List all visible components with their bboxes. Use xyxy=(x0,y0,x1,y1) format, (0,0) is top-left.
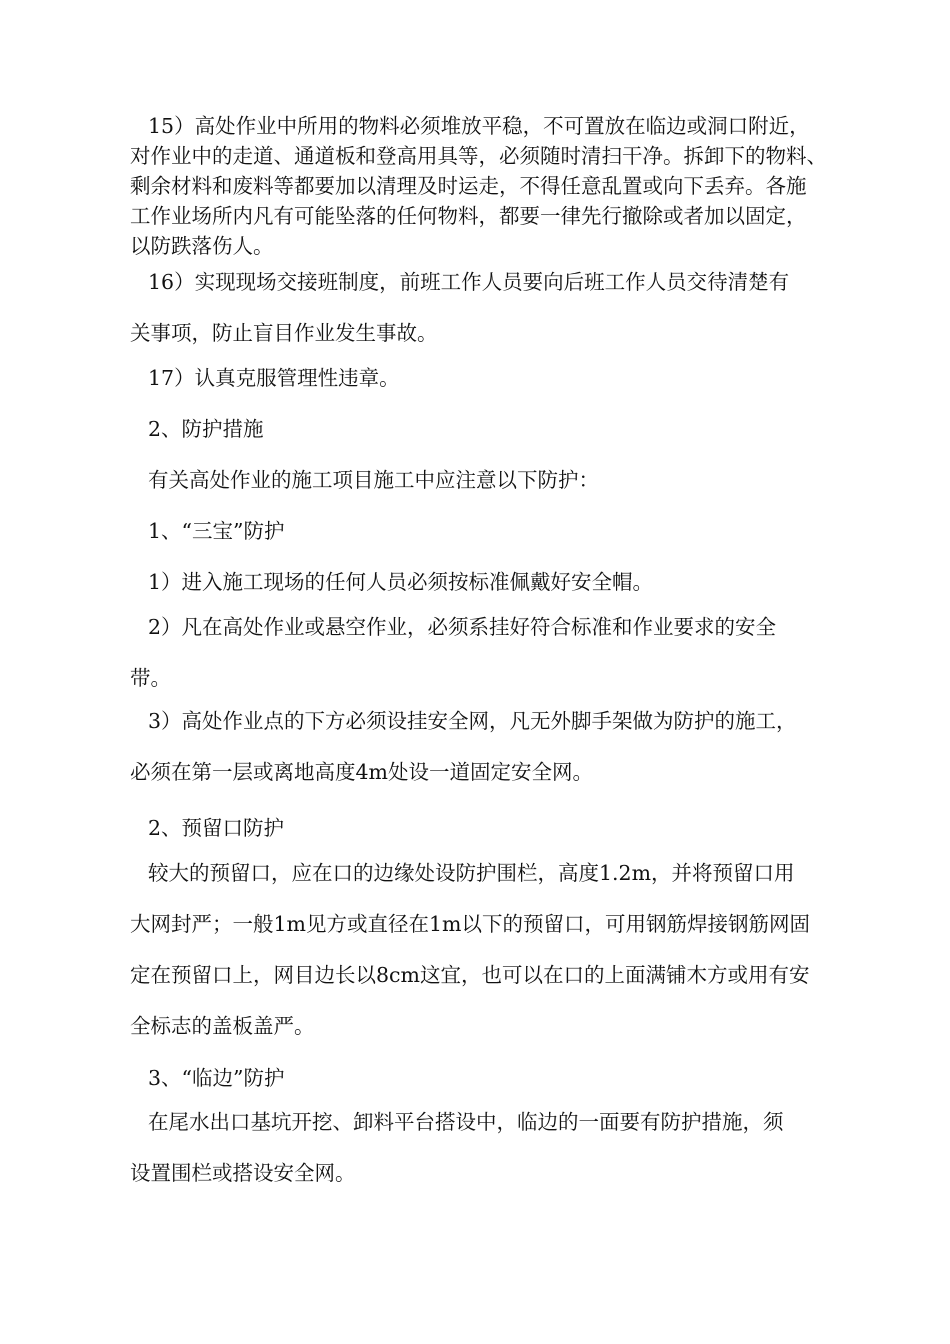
text-line: 关事项，防止盲目作业发生事故。 xyxy=(130,321,438,345)
subheading-sanbao: 1、“三宝”防护 xyxy=(148,519,285,543)
text-line: 大网封严；一般1m见方或直径在1m以下的预留口，可用钢筋焊接钢筋网固 xyxy=(130,912,810,936)
paragraph-sanbao-1: 1）进入施工现场的任何人员必须按标准佩戴好安全帽。 xyxy=(148,570,654,594)
paragraph-reserved-opening xyxy=(130,848,846,1052)
text-line: 对作业中的走道、通道板和登高用具等，必须随时清扫干净。拆卸下的物料、 xyxy=(130,144,827,168)
section-heading-protection: 2、防护措施 xyxy=(148,417,264,441)
text-line: 必须在第一层或离地高度4m处设一道固定安全网。 xyxy=(130,760,593,784)
paragraph-sanbao-2 xyxy=(130,602,846,704)
text-line: 定在预留口上，网目边长以8cm这宜，也可以在口的上面满铺木方或用有安 xyxy=(130,963,810,987)
text-line: 较大的预留口，应在口的边缘处设防护围栏，高度1.2m，并将预留口用 xyxy=(148,861,795,885)
paragraph-item-16 xyxy=(130,257,846,359)
paragraph-item-17: 17）认真克服管理性违章。 xyxy=(148,366,400,390)
intro-paragraph: 有关高处作业的施工项目施工中应注意以下防护： xyxy=(148,468,599,492)
text-line: 在尾水出口基坑开挖、卸料平台搭设中，临边的一面要有防护措施，须 xyxy=(148,1110,784,1134)
text-line: 带。 xyxy=(130,666,171,690)
text-line: 16）实现现场交接班制度，前班工作人员要向后班工作人员交待清楚有 xyxy=(148,270,790,294)
text-line: 15）高处作业中所用的物料必须堆放平稳，不可置放在临边或洞口附近， xyxy=(148,114,810,138)
subheading-edge-protection: 3、“临边”防护 xyxy=(148,1066,285,1090)
subheading-reserved-opening: 2、预留口防护 xyxy=(148,816,285,840)
text-line: 2）凡在高处作业或悬空作业，必须系挂好符合标准和作业要求的安全 xyxy=(148,615,777,639)
paragraph-sanbao-3 xyxy=(130,696,846,798)
text-line: 设置围栏或搭设安全网。 xyxy=(130,1161,356,1185)
paragraph-item-15 xyxy=(130,111,846,261)
text-line: 剩余材料和废料等都要加以清理及时运走，不得任意乱置或向下丢弃。各施 xyxy=(130,174,807,198)
text-line: 以防跌落伤人。 xyxy=(130,234,274,258)
text-line: 3）高处作业点的下方必须设挂安全网，凡无外脚手架做为防护的施工， xyxy=(148,709,797,733)
paragraph-edge-protection xyxy=(130,1097,846,1199)
text-line: 全标志的盖板盖严。 xyxy=(130,1014,315,1038)
text-line: 工作业场所内凡有可能坠落的任何物料，都要一律先行撤除或者加以固定， xyxy=(130,204,807,228)
